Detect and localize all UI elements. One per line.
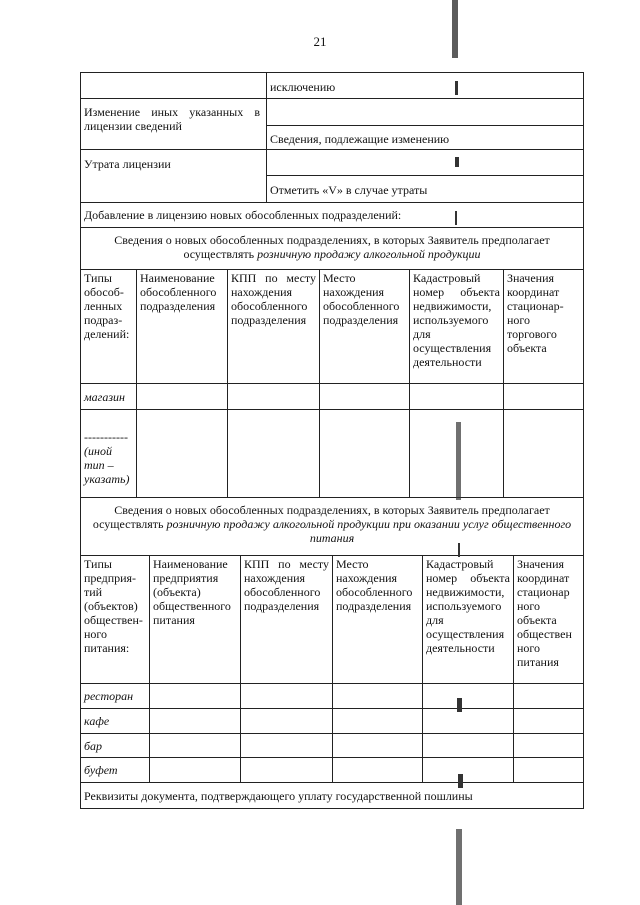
section2-header-kpp: КПП по месту нахождения обособленного подразделения bbox=[241, 556, 333, 684]
section1-header-location: Место нахождения обособленного подразделения bbox=[320, 270, 410, 384]
exclusion-label-cell bbox=[81, 73, 267, 99]
section1-title bbox=[81, 228, 584, 270]
section2-row-bar: бар bbox=[81, 734, 150, 758]
scan-artifact-mark5 bbox=[458, 543, 460, 557]
page-number: 21 bbox=[313, 34, 327, 49]
section1-row-shop: магазин bbox=[81, 384, 137, 410]
table-cell[interactable] bbox=[423, 758, 514, 783]
footer-label: Реквизиты документа, подтверждающего уплату государственной пошлины bbox=[81, 783, 584, 809]
section2-row-restaurant: ресторан bbox=[81, 684, 150, 709]
add-subdivisions-row bbox=[80, 202, 584, 228]
scan-artifact-mark3 bbox=[455, 211, 457, 225]
table-cell[interactable] bbox=[514, 734, 584, 758]
section2-row-cafe: кафе bbox=[81, 709, 150, 734]
table-cell[interactable] bbox=[504, 384, 584, 410]
table-cell[interactable] bbox=[320, 410, 410, 498]
change-row bbox=[80, 98, 584, 150]
section1-header-type: Типы обособ-ленных подраз-делений: bbox=[81, 270, 137, 384]
footer-row bbox=[80, 782, 584, 809]
scan-artifact-mark6 bbox=[457, 698, 462, 712]
section2-header-type: Типы предприя-тий (объектов) обществен-ного питания: bbox=[81, 556, 150, 684]
section1-header-cadastral: Кадастровый номер объекта недвижимости, используемого для осуществления деятельности bbox=[410, 270, 504, 384]
exclusion-row bbox=[80, 72, 584, 99]
table-cell[interactable] bbox=[333, 734, 423, 758]
section2-title-italic: розничную продажу алкогольной продукции при оказании услуг общественного питания bbox=[166, 517, 572, 545]
table-cell[interactable] bbox=[150, 734, 241, 758]
table-cell[interactable] bbox=[241, 758, 333, 783]
table-cell[interactable] bbox=[333, 709, 423, 734]
change-input[interactable] bbox=[267, 99, 584, 126]
table-cell[interactable] bbox=[423, 709, 514, 734]
section2-header-name: Наименование предприятия (объекта) общественного питания bbox=[150, 556, 241, 684]
table-cell[interactable] bbox=[320, 384, 410, 410]
section2-title-plain: Сведения о новых обособленных подразделениях, в которых Заявитель предполагает осуществлять bbox=[92, 503, 550, 531]
section1-header-coordinates: Значения координат стационар-ного торгового объекта bbox=[504, 270, 584, 384]
section1-row-other: ----------- (иной тип – указать) bbox=[81, 410, 137, 498]
change-label: Изменение иных указанных в лицензии сведений bbox=[81, 99, 267, 150]
table-cell[interactable] bbox=[514, 709, 584, 734]
section1-header-name: Наименование обособленного подразделения bbox=[137, 270, 228, 384]
table-cell[interactable] bbox=[137, 384, 228, 410]
table-cell[interactable] bbox=[228, 384, 320, 410]
scan-artifact-mark2 bbox=[455, 157, 459, 167]
section2-title bbox=[81, 498, 584, 556]
add-subdivisions-label: Добавление в лицензию новых обособленных подразделений: bbox=[81, 203, 584, 228]
section2-header-coordinates: Значения координат стационар ного объекта обществен ного питания bbox=[514, 556, 584, 684]
scan-artifact-top bbox=[452, 0, 458, 58]
loss-checkbox[interactable] bbox=[267, 150, 584, 176]
section1-header-kpp: КПП по месту нахождения обособленного подразделения bbox=[228, 270, 320, 384]
scan-artifact-mark1 bbox=[455, 81, 458, 95]
section1-table bbox=[80, 227, 584, 498]
table-cell[interactable] bbox=[241, 734, 333, 758]
table-cell[interactable] bbox=[423, 684, 514, 709]
loss-label: Утрата лицензии bbox=[81, 150, 267, 203]
section2-table bbox=[80, 497, 584, 783]
table-cell[interactable] bbox=[423, 734, 514, 758]
scan-artifact-bottom bbox=[456, 829, 462, 905]
loss-row bbox=[80, 149, 584, 203]
table-cell[interactable] bbox=[333, 758, 423, 783]
table-cell[interactable] bbox=[150, 758, 241, 783]
table-cell[interactable] bbox=[228, 410, 320, 498]
loss-value: Отметить «V» в случае утраты bbox=[267, 176, 584, 203]
table-cell[interactable] bbox=[137, 410, 228, 498]
scan-artifact-mark4 bbox=[456, 422, 461, 500]
section2-header-location: Место нахождения обособленного подразделения bbox=[333, 556, 423, 684]
exclusion-value: исключению bbox=[267, 73, 584, 99]
change-value: Сведения, подлежащие изменению bbox=[267, 126, 584, 150]
table-cell[interactable] bbox=[514, 684, 584, 709]
table-cell[interactable] bbox=[504, 410, 584, 498]
table-cell[interactable] bbox=[150, 709, 241, 734]
section1-title-plain: Сведения о новых обособленных подразделениях, в которых Заявитель предполагает осуществлять bbox=[114, 233, 550, 261]
table-cell[interactable] bbox=[241, 709, 333, 734]
table-cell[interactable] bbox=[410, 384, 504, 410]
application-form bbox=[80, 72, 584, 809]
table-cell[interactable] bbox=[514, 758, 584, 783]
section2-row-buffet: буфет bbox=[81, 758, 150, 783]
scan-artifact-mark7 bbox=[458, 774, 463, 788]
section1-title-italic: розничную продажу алкогольной продукции bbox=[257, 247, 481, 261]
table-cell[interactable] bbox=[150, 684, 241, 709]
table-cell[interactable] bbox=[241, 684, 333, 709]
section2-header-cadastral: Кадастровый номер объекта недвижимости, используемого для осуществления деятельности bbox=[423, 556, 514, 684]
table-cell[interactable] bbox=[333, 684, 423, 709]
